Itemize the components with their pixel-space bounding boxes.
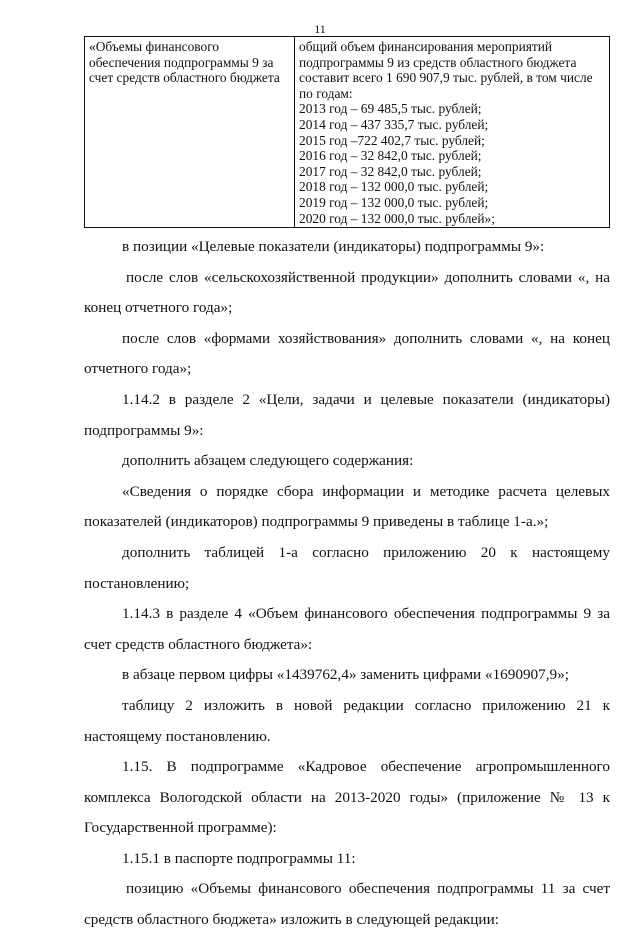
financing-table — [84, 36, 610, 228]
paragraph: 1.14.2 в разделе 2 «Цели, задачи и целевые показатели (индикаторы) подпрограммы 9»: — [84, 390, 610, 439]
paragraph: дополнить абзацем следующего содержания: — [122, 452, 414, 470]
paragraph: 1.15. В подпрограмме «Кадровое обеспечение агропромышленного комплекса Вологодской области на 2013-2020 годы» (приложение № 13 к Государственной программе): — [84, 758, 610, 837]
paragraph: дополнить таблицей 1-а согласно приложению 20 к настоящему постановлению; — [84, 543, 610, 592]
year-amount-2013: 2013 год – 69 485,5 тыс. рублей; — [299, 101, 482, 117]
paragraph: в позиции «Целевые показатели (индикаторы) подпрограммы 9»: — [122, 238, 545, 255]
paragraph: в абзаце первом цифры «1439762,4» заменить цифрами «1690907,9»; — [122, 666, 569, 684]
year-amount-2016: 2016 год – 32 842,0 тыс. рублей; — [299, 148, 482, 164]
year-amount-2018: 2018 год – 132 000,0 тыс. рублей; — [299, 179, 489, 195]
paragraph: 1.14.3 в разделе 4 «Объем финансового обеспечения подпрограммы 9 за счет средств областного бюджета»: — [84, 605, 610, 653]
paragraph: позицию «Объемы финансового обеспечения подпрограммы 11 за счет средств областного бюджета» изложить в следующей редакции: — [84, 880, 610, 929]
year-amount-2014: 2014 год – 437 335,7 тыс. рублей; — [299, 116, 489, 132]
year-amount-2020: 2020 год – 132 000,0 тыс. рублей»; — [299, 210, 495, 226]
year-amount-2019: 2019 год – 132 000,0 тыс. рублей; — [299, 194, 489, 210]
financing-value-cell — [295, 37, 610, 228]
year-amount-2017: 2017 год – 32 842,0 тыс. рублей; — [299, 163, 482, 179]
paragraph: «Сведения о порядке сбора информации и методике расчета целевых показателей (индикаторов) подпрограммы 9 приведены в таблице 1-а.»; — [84, 482, 610, 531]
table-row — [85, 37, 610, 228]
year-amount-2015: 2015 год –722 402,7 тыс. рублей; — [299, 132, 485, 148]
financing-label-cell: «Объемы финансового обеспечения подпрограммы 9 за счет средств областного бюджета — [85, 37, 295, 228]
paragraph: после слов «сельскохозяйственной продукции» дополнить словами «, на конец отчетного года»; — [84, 268, 610, 317]
paragraph: таблицу 2 изложить в новой редакции согласно приложению 21 к настоящему постановлению. — [84, 696, 610, 745]
page-number: 11 — [314, 22, 326, 36]
document-body — [84, 232, 610, 936]
paragraph: после слов «формами хозяйствования» дополнить словами «, на конец отчетного года»; — [84, 329, 610, 378]
financing-intro: общий объем финансирования мероприятий подпрограммы 9 из средств областного бюджета составит всего 1 690 907,9 тыс. рублей, в том числе по годам: — [299, 39, 593, 101]
paragraph: 1.15.1 в паспорте подпрограммы 11: — [122, 849, 356, 867]
